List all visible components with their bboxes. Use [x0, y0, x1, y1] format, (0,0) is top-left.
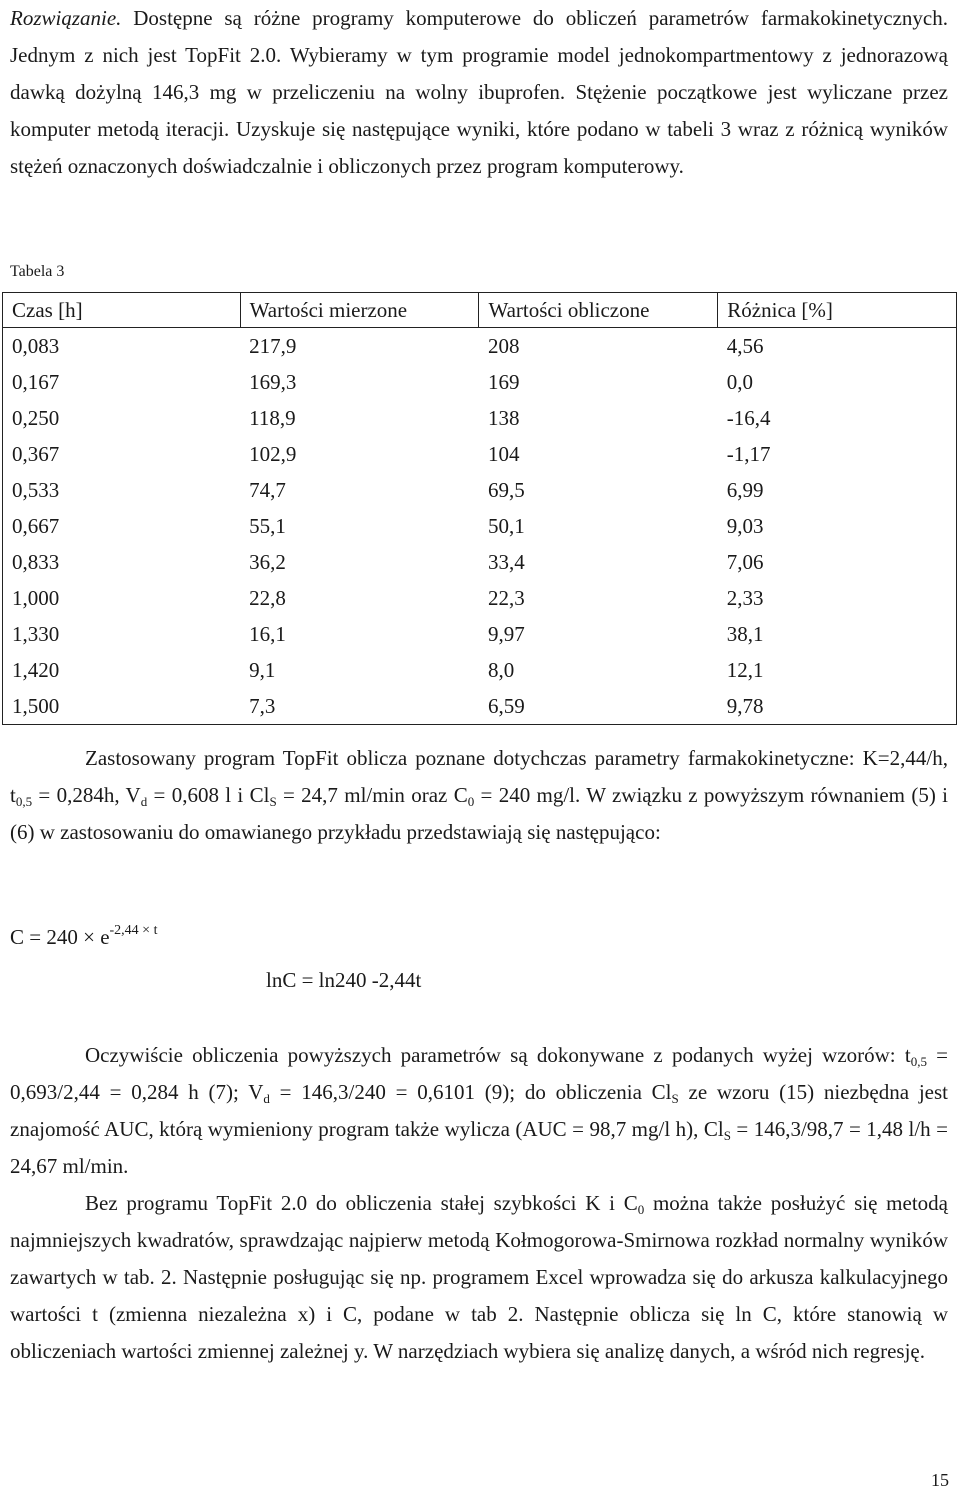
- difference-cell: -16,4: [718, 400, 957, 436]
- eq1-base: C = 240 × e: [10, 925, 110, 949]
- calculated-cell: 50,1: [487, 513, 525, 538]
- p2-a: Zastosowany program TopFit oblicza poznane dotychczas parametry farmakokinetyczne: K=2,44/h, t: [10, 746, 948, 807]
- measured-cell: 36,2: [249, 549, 286, 574]
- calculated-cell: 138: [487, 405, 520, 430]
- difference-cell: 4,56: [718, 328, 957, 365]
- time-cell: 1,000: [3, 580, 241, 616]
- measured-cell: 7,3: [240, 688, 479, 725]
- measured-cell: 55,1: [249, 513, 286, 538]
- calculated-cell: 8,0: [487, 657, 515, 682]
- header-time: Czas [h]: [3, 293, 241, 328]
- table-caption: Tabela 3: [10, 263, 65, 280]
- difference-cell: 0,0: [718, 364, 957, 400]
- table-row: [3, 544, 957, 580]
- results-table-body: [3, 328, 957, 725]
- calculated-cell: 69,5: [487, 477, 525, 502]
- table-row: [3, 364, 957, 400]
- table-row: [3, 472, 957, 508]
- time-cell: 0,833: [3, 544, 241, 580]
- results-table-header: [3, 293, 957, 328]
- p2-d: = 24,7 ml/min oraz C: [276, 783, 468, 807]
- p2-b-sub: d: [140, 794, 148, 809]
- table-row: [3, 400, 957, 436]
- p3-c: = 146,3/240 = 0,6101 (9); do obliczenia Cl: [269, 1080, 672, 1104]
- measured-cell: 9,1: [249, 657, 276, 682]
- p3-b-sub: d: [263, 1091, 270, 1106]
- p3-e: = 146,3/98,7 = 1,48 l/h = 24,67 ml/min.: [10, 1117, 948, 1178]
- header-difference: Różnica [%]: [718, 293, 957, 328]
- header-calculated: Wartości obliczone: [479, 293, 718, 328]
- equation-exponential: [10, 925, 157, 950]
- measured-cell: 169,3: [249, 369, 297, 394]
- time-cell: 0,533: [3, 472, 241, 508]
- time-cell: 1,330: [3, 616, 241, 652]
- calculated-cell: 9,97: [487, 621, 525, 646]
- p3-c-sub: S: [671, 1091, 679, 1106]
- measured-cell: 74,7: [249, 477, 286, 502]
- calculated-cell: 208: [487, 333, 520, 358]
- regression-paragraph: [10, 1185, 948, 1370]
- p3-a: Oczywiście obliczenia powyższych parametrów są dokonywane z podanych wyżej wzorów: t: [85, 1043, 911, 1067]
- p3-d-sub: S: [723, 1128, 731, 1143]
- calculated-cell: 104: [487, 441, 520, 466]
- table-row: [3, 580, 957, 616]
- p2-e: = 240 mg/l. W związku z powyższym równaniem (5) i (6) w zastosowaniu do omawianego przykładu przedstawiają się następująco:: [10, 783, 948, 844]
- intro-lead: Rozwiązanie.: [10, 6, 122, 30]
- p2-b: = 0,284h, V: [32, 783, 141, 807]
- time-cell: 0,667: [3, 508, 241, 544]
- measured-cell: 16,1: [249, 621, 286, 646]
- table-row: [3, 508, 957, 544]
- table-row: [3, 616, 957, 652]
- table-row: [3, 688, 957, 725]
- parameters-paragraph: [10, 740, 948, 851]
- calculated-cell: 169: [487, 369, 520, 394]
- calculation-paragraph: [10, 1037, 948, 1185]
- difference-cell: 9,03: [718, 508, 957, 544]
- eq1-exponent: -2,44 × t: [109, 923, 158, 938]
- measured-cell: 118,9: [249, 405, 296, 430]
- time-cell: 0,083: [3, 328, 241, 365]
- difference-cell: 12,1: [718, 652, 957, 688]
- p3-d: ze wzoru (15) niezbędna jest znajomość AUC, którą wymieniony program także wylicza (AUC = 98,7 mg/l h), Cl: [10, 1080, 948, 1141]
- intro-text: Dostępne są różne programy komputerowe do obliczeń parametrów farmakokinetycznych. Jednym z nich jest TopFit 2.0. Wybieramy w tym programie model jednokompartmentowy z jednorazową dawką dożylną 146,3 mg w przeliczeniu na wolny ibuprofen. Stężenie początkowe jest wyliczane przez komputer metodą iteracji. Uzyskuje się następujące wyniki, które podano w tabeli 3 wraz z różnicą wyników stężeń oznaczonych doświadczalnie i obliczonych przez program komputerowy.: [10, 6, 948, 178]
- time-cell: 1,420: [3, 652, 241, 688]
- header-measured: Wartości mierzone: [240, 293, 479, 328]
- intro-paragraph: [10, 0, 948, 185]
- measured-cell: 102,9: [249, 441, 297, 466]
- p2-c-sub: S: [269, 794, 277, 809]
- calculated-cell: 6,59: [479, 688, 718, 725]
- time-cell: 0,250: [3, 400, 241, 436]
- equation-log: lnC = ln240 -2,44t: [266, 968, 422, 992]
- difference-cell: 9,78: [718, 688, 957, 725]
- difference-cell: 6,99: [718, 472, 957, 508]
- p4-a-sub: 0: [637, 1202, 645, 1217]
- p2-a-sub: 0,5: [15, 794, 33, 809]
- results-table: [2, 292, 957, 725]
- difference-cell: 2,33: [718, 580, 957, 616]
- p3-a-sub: 0,5: [910, 1054, 927, 1069]
- header-row: [3, 293, 957, 328]
- measured-cell: 22,8: [249, 585, 286, 610]
- table-row: [3, 652, 957, 688]
- p2-c: = 0,608 l i Cl: [147, 783, 270, 807]
- time-cell: 0,367: [3, 436, 241, 472]
- table-row: [3, 328, 957, 365]
- p2-d-sub: 0: [467, 794, 475, 809]
- difference-cell: 7,06: [718, 544, 957, 580]
- time-cell: 1,500: [3, 688, 241, 725]
- difference-cell: 38,1: [718, 616, 957, 652]
- time-cell: 0,167: [3, 364, 241, 400]
- page-number: 15: [931, 1470, 949, 1490]
- calculated-cell: 22,3: [487, 585, 525, 610]
- calculated-cell: 33,4: [487, 549, 525, 574]
- p3-b: = 0,693/2,44 = 0,284 h (7); V: [10, 1043, 949, 1104]
- p4-a: Bez programu TopFit 2.0 do obliczenia stałej szybkości K i C: [85, 1191, 638, 1215]
- difference-cell: -1,17: [718, 436, 957, 472]
- table-row: [3, 436, 957, 472]
- measured-cell: 217,9: [249, 333, 297, 358]
- p4-b: można także posłużyć się metodą najmniejszych kwadratów, sprawdzając najpierw metodą Kołmogorowa-Smirnowa rozkład normalny wyników zawartych w tab. 2. Następnie posługując się np. programem Excel wprowadza się do arkusza kalkulacyjnego wartości t (zmienna niezależna x) i C, podane w tab 2. Następnie oblicza się ln C, które stanowią w obliczeniach wartości zmiennej zależnej y. W narzędziach wybiera się analizę danych, a wśród nich regresję.: [10, 1191, 948, 1363]
